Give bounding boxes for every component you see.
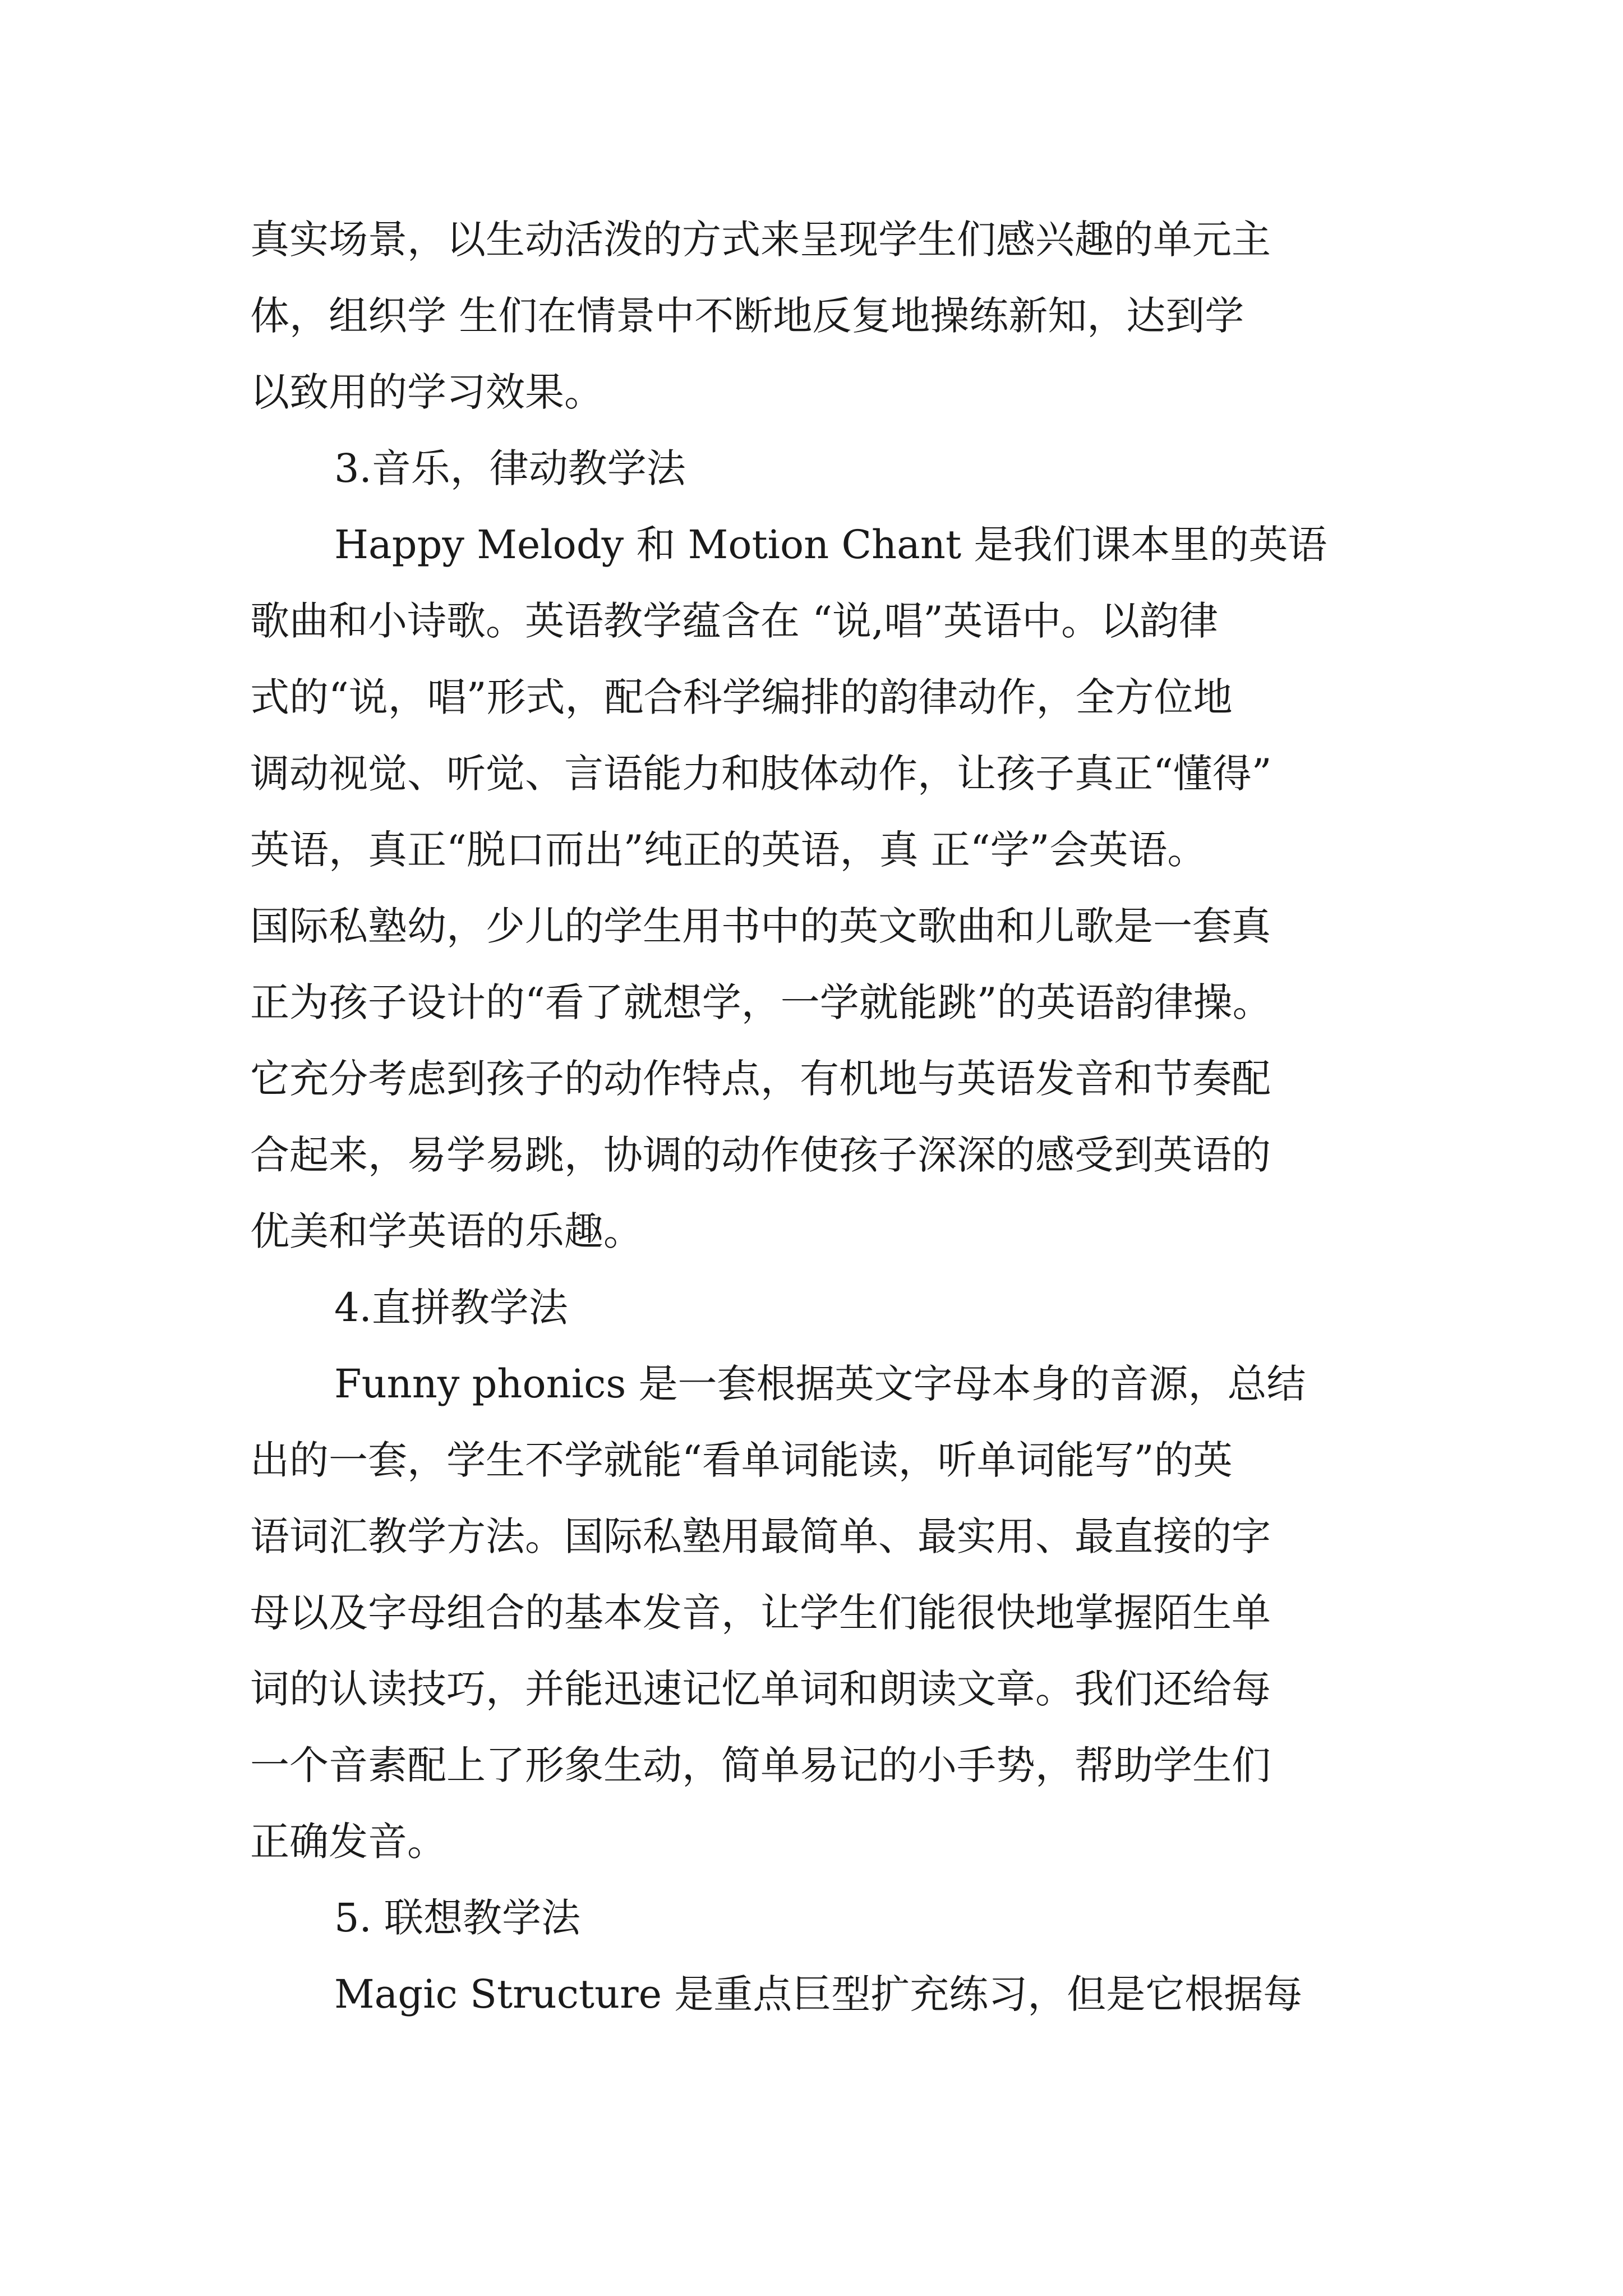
text-line: 英语，真正“脱口而出”纯正的英语，真 正“学”会英语。 (250, 827, 1207, 873)
section-heading: 5. 联想教学法 (334, 1895, 581, 1941)
text-line: 真实场景，以生动活泼的方式来呈现学生们感兴趣的单元主 (250, 217, 1271, 263)
text-line: 国际私塾幼，少儿的学生用书中的英文歌曲和儿歌是一套真 (250, 903, 1271, 949)
text-line: 它充分考虑到孩子的动作特点，有机地与英语发音和节奏配 (250, 1056, 1271, 1102)
section-heading: 4.直拼教学法 (334, 1285, 568, 1331)
text-line: 以致用的学习效果。 (250, 369, 603, 415)
text-line: 出的一套，学生不学就能“看单词能读，听单词能写”的英 (250, 1437, 1233, 1483)
text-line: 优美和学英语的乐趣。 (250, 1208, 643, 1254)
text-line: Magic Structure 是重点巨型扩充练习，但是它根据每 (334, 1971, 1303, 2017)
text-line: 一个音素配上了形象生动，简单易记的小手势，帮助学生们 (250, 1742, 1271, 1788)
section-heading: 3.音乐，律动教学法 (334, 445, 686, 491)
text-line: 调动视觉、听觉、言语能力和肢体动作，让孩子真正“懂得” (250, 751, 1272, 797)
text-line: 合起来，易学易跳，协调的动作使孩子深深的感受到英语的 (250, 1132, 1271, 1178)
text-line: 词的认读技巧，并能迅速记忆单词和朗读文章。我们还给每 (250, 1666, 1271, 1712)
text-line: 式的“说，唱”形式，配合科学编排的韵律动作，全方位地 (250, 674, 1233, 720)
text-line: 体，组织学 生们在情景中不断地反复地操练新知，达到学 (250, 293, 1244, 339)
text-line: 歌曲和小诗歌。英语教学蕴含在 “说,唱”英语中。以韵律 (250, 598, 1219, 644)
text-line: 正为孩子设计的“看了就想学，一学就能跳”的英语韵律操。 (250, 979, 1272, 1025)
text-line: 母以及字母组合的基本发音，让学生们能很快地掌握陌生单 (250, 1590, 1271, 1636)
text-line: 语词汇教学方法。国际私塾用最简单、最实用、最直接的字 (250, 1513, 1271, 1559)
text-line: 正确发音。 (250, 1819, 446, 1865)
text-line: Funny phonics 是一套根据英文字母本身的音源，总结 (334, 1361, 1306, 1407)
text-line: Happy Melody 和 Motion Chant 是我们课本里的英语 (334, 522, 1327, 568)
